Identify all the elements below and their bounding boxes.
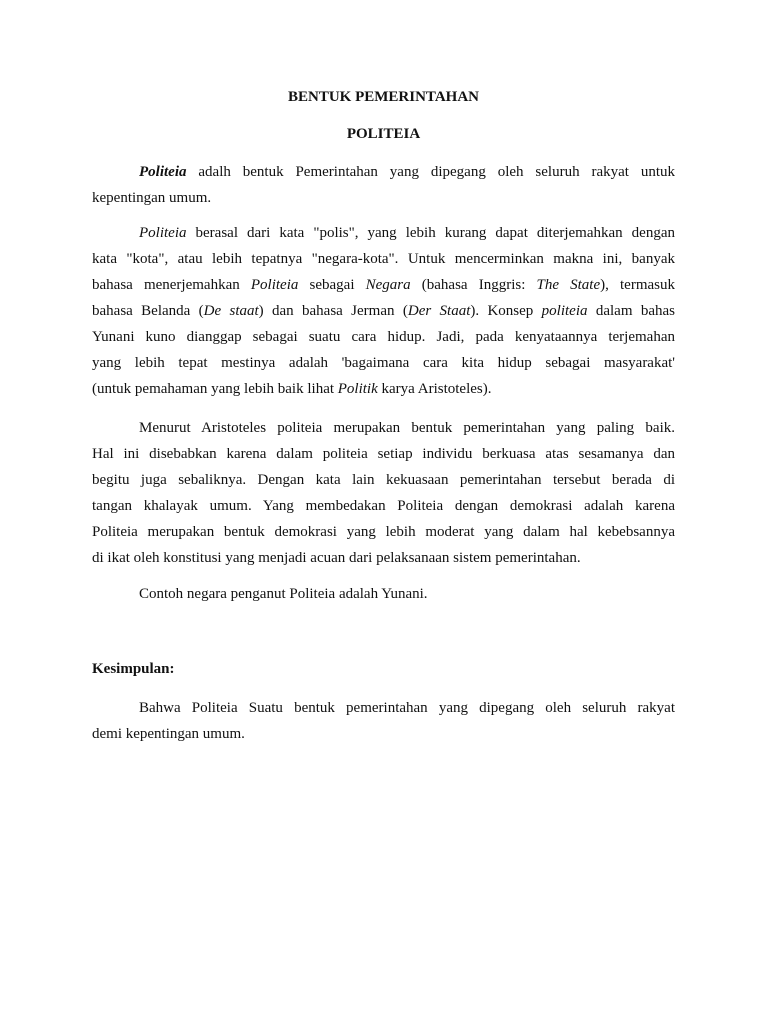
text-segment: karya Aristoteles). [377,381,492,397]
text-line [92,246,675,272]
document-title: BENTUK PEMERINTAHAN [288,89,479,105]
text-segment: demi kepentingan umum. [92,726,245,742]
text-segment: berasal dari kata "polis", yang lebih kurang dapat diterjemahkan dengan [186,225,675,241]
text-segment: ) dan bahasa Jerman ( [258,303,408,319]
text-segment: Hal ini disebabkan karena dalam politeia setiap individu berkuasa atas sesamanya dan [92,446,675,462]
text-segment: sebagai [298,277,366,293]
text-line [92,545,675,571]
emphasized-text: Negara [365,277,411,293]
paragraph-example [92,581,675,607]
text-segment: bahasa menerjemahkan [92,277,251,293]
text-segment: Contoh negara penganut Politeia adalah Yunani. [139,586,428,602]
emphasized-text: Politik [337,381,378,397]
text-segment: di ikat oleh konstitusi yang menjadi acuan dari pelaksanaan sistem pemerintahan. [92,550,581,566]
text-segment: adalh bentuk Pemerintahan yang dipegang oleh seluruh rakyat untuk [186,164,675,180]
document-subtitle: POLITEIA [346,126,421,142]
text-segment: dalam bahas [587,303,675,319]
emphasized-text: politeia [541,303,588,319]
text-segment: kepentingan umum. [92,190,212,206]
emphasized-text: De staat [203,303,259,319]
text-line [92,220,675,246]
text-line [92,159,675,185]
emphasized-text: Politeia [139,225,187,241]
text-line [92,695,675,721]
text-line [92,415,675,441]
paragraph-etymology [92,220,675,402]
conclusion-heading: Kesimpulan: [92,661,175,677]
emphasized-text: Der Staat [407,303,471,319]
emphasized-text: Politeia [139,164,187,180]
text-line [92,324,675,350]
text-line [92,298,675,324]
text-line [92,581,675,607]
text-line [92,350,675,376]
text-segment: yang lebih tepat mestinya adalah 'bagaimana cara kita hidup sebagai masyarakat' [92,355,675,371]
text-line [92,185,675,211]
text-segment: Bahwa Politeia Suatu bentuk pemerintahan yang dipegang oleh seluruh rakyat [139,700,675,716]
text-segment: ), termasuk [600,277,676,293]
text-segment: Politeia merupakan bentuk demokrasi yang lebih moderat yang dalam hal kebebsannya [92,524,675,540]
text-segment: (untuk pemahaman yang lebih baik lihat [92,381,338,397]
text-segment: Menurut Aristoteles politeia merupakan bentuk pemerintahan yang paling baik. [139,420,675,436]
text-segment: tangan khalayak umum. Yang membedakan Politeia dengan demokrasi adalah karena [92,498,675,514]
paragraph-definition [92,159,675,211]
text-line [92,272,675,298]
paragraph-conclusion [92,695,675,747]
text-line [92,467,675,493]
text-line [92,441,675,467]
text-segment: begitu juga sebaliknya. Dengan kata lain kekuasaan pemerintahan tersebut berada di [92,472,675,488]
paragraph-aristotle [92,415,675,571]
text-segment: Yunani kuno dianggap sebagai suatu cara hidup. Jadi, pada kenyataannya terjemahan [92,329,675,345]
text-line [92,519,675,545]
text-segment: (bahasa Inggris: [410,277,537,293]
emphasized-text: The State [536,277,601,293]
text-segment: ). Konsep [470,303,542,319]
text-line [92,721,675,747]
text-segment: bahasa Belanda ( [92,303,204,319]
text-line [92,493,675,519]
text-segment: kata "kota", atau lebih tepatnya "negara-kota". Untuk mencerminkan makna ini, banyak [92,251,675,267]
emphasized-text: Politeia [250,277,299,293]
text-line [92,376,675,402]
